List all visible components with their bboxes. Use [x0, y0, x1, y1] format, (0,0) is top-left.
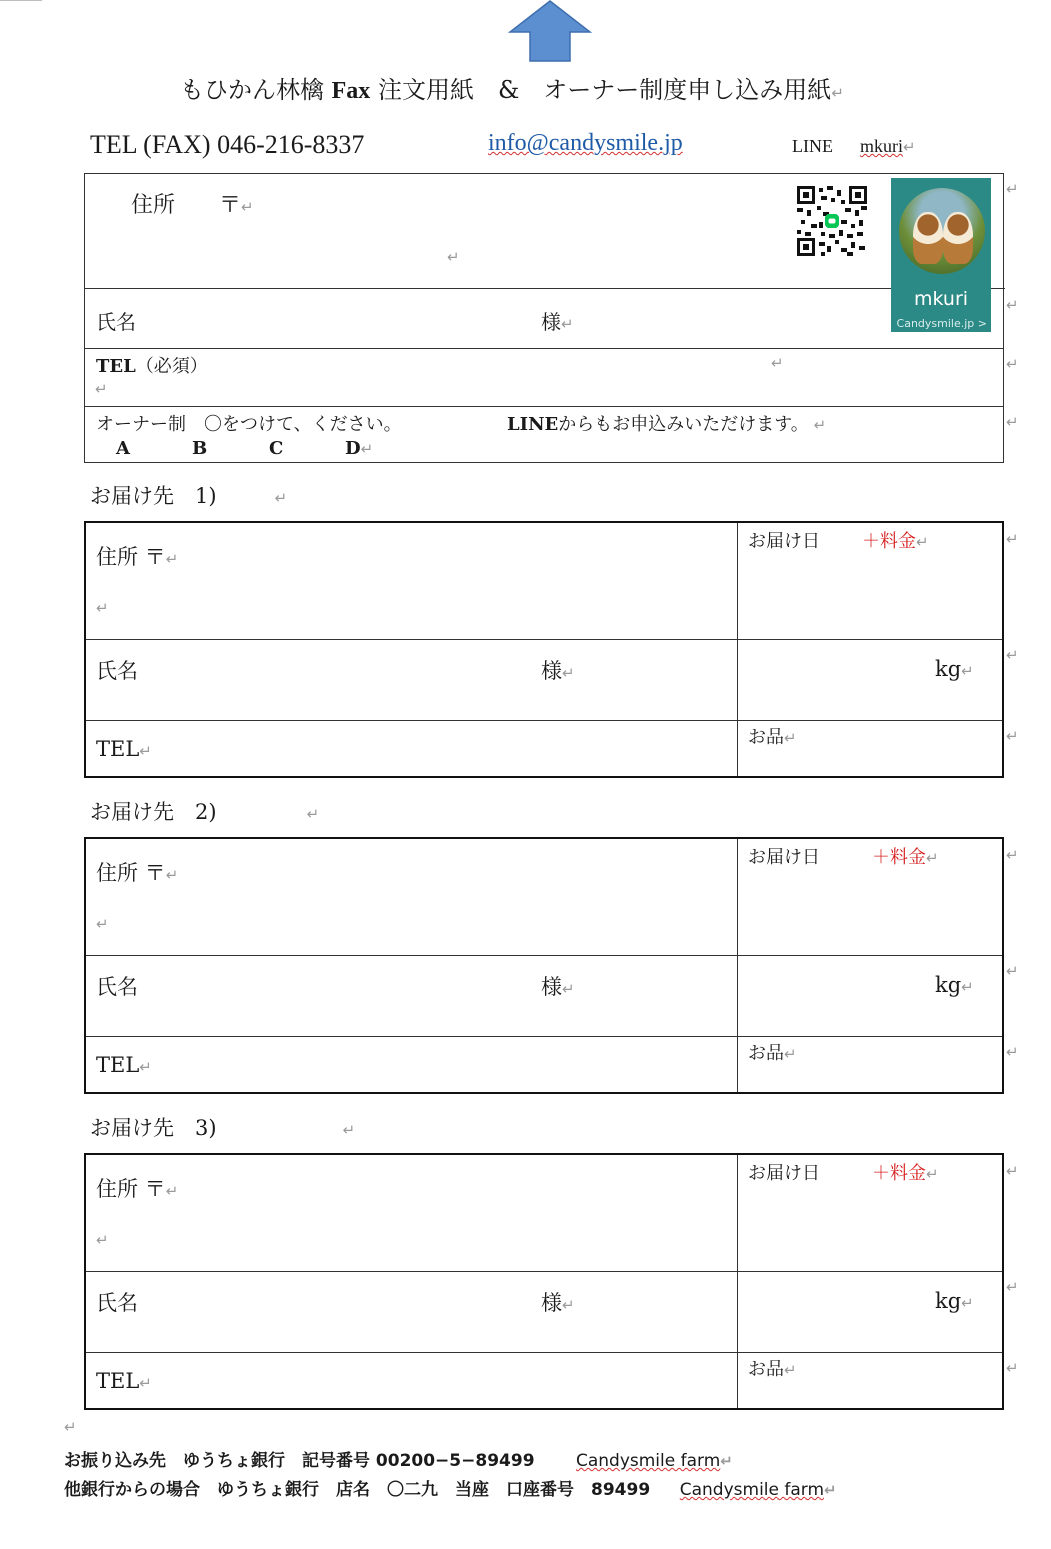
honorific-label: 様↵: [541, 975, 575, 999]
delivery-2-table: 住所 〒↵ ↵ お届け日 ＋料金↵ 氏名 様↵ kg↵ TEL↵ お品↵: [84, 837, 1004, 1094]
honorific-label: 様↵: [541, 1291, 575, 1315]
recipient-name-field[interactable]: 氏名: [96, 1291, 138, 1315]
email-link[interactable]: info@candysmile.jp: [488, 130, 683, 156]
recipient-name-field[interactable]: 氏名: [96, 975, 138, 999]
delivery-3-table: 住所 〒↵ ↵ お届け日 ＋料金↵ 氏名 様↵ kg↵ TEL↵ お品↵: [84, 1153, 1004, 1410]
delivery-1-table: 住所 〒↵ ↵ お届け日 ＋料金↵ 氏名 様↵ kg↵ TEL↵ お品↵: [84, 521, 1004, 778]
line-contact: LINE mkuri↵: [792, 136, 916, 156]
extra-fee-label: ＋料金↵: [862, 531, 929, 552]
line-id: mkuri: [859, 136, 903, 156]
extra-fee-label: ＋料金↵: [872, 1163, 939, 1184]
page-corner-mark: [0, 0, 42, 1]
plan-option-c[interactable]: C: [269, 438, 284, 459]
recipient-name-field[interactable]: 氏名: [96, 659, 138, 683]
address-label: 住所 〒↵: [131, 193, 254, 218]
delivery-3-heading: お届け先 3) ↵: [90, 1116, 356, 1140]
divider: [85, 348, 1003, 349]
recipient-tel-field[interactable]: TEL↵: [96, 1369, 152, 1393]
tel-required-label: TEL（必須）: [96, 356, 208, 377]
plan-option-d[interactable]: D↵: [345, 438, 374, 459]
delivery-address-field[interactable]: 住所 〒↵: [96, 1177, 179, 1201]
profile-avatar: [899, 188, 985, 274]
profile-name: mkuri: [913, 288, 969, 310]
honorific-label: 様↵: [541, 659, 575, 683]
qr-code-icon[interactable]: [797, 186, 867, 256]
weight-field[interactable]: kg↵: [935, 657, 974, 681]
customer-info-box: 住所 〒↵ ↵ mkuri Candysmile.jp > 氏名 様↵ TEL（必須） ↵ ↵ オーナー制 〇をつけて、ください。 LINEからもお申込みいただけます。 ↵ A B C D↵: [84, 173, 1004, 463]
recipient-tel-field[interactable]: TEL↵: [96, 737, 152, 761]
extra-fee-label: ＋料金↵: [872, 847, 939, 868]
item-field[interactable]: お品↵: [748, 1043, 797, 1064]
delivery-address-field[interactable]: 住所 〒↵: [96, 861, 179, 885]
delivery-1-heading: お届け先 1) ↵: [90, 484, 288, 508]
recipient-tel-field[interactable]: TEL↵: [96, 1053, 152, 1077]
paragraph-mark-icon: ↵: [64, 1418, 77, 1436]
line-profile-card[interactable]: [891, 178, 991, 332]
delivery-date-field[interactable]: お届け日: [748, 1163, 820, 1184]
up-arrow-icon: [508, 0, 592, 62]
delivery-address-field[interactable]: 住所 〒↵: [96, 545, 179, 569]
plan-option-a[interactable]: A: [116, 438, 130, 459]
other-bank-info: 他銀行からの場合 ゆうちょ銀行 店名 〇二九 当座 口座番号 89499 Candysmile farm↵: [64, 1480, 837, 1500]
owner-plan-label: オーナー制 〇をつけて、ください。: [96, 414, 402, 435]
bank-transfer-info: お振り込み先 ゆうちょ銀行 記号番号 00200−5−89499 Candysmile farm↵: [64, 1451, 733, 1471]
profile-subtitle: Candysmile.jp >: [896, 317, 987, 330]
item-field[interactable]: お品↵: [748, 727, 797, 748]
delivery-date-field[interactable]: お届け日: [748, 847, 820, 868]
line-signup-note: LINEからもお申込みいただけます。 ↵: [507, 414, 827, 435]
delivery-2-heading: お届け先 2) ↵: [90, 800, 320, 824]
divider: [85, 288, 891, 289]
account-name: Candysmile farm: [679, 1480, 825, 1500]
account-name: Candysmile farm: [575, 1451, 721, 1471]
weight-field[interactable]: kg↵: [935, 973, 974, 997]
contact-tel: TEL (FAX) 046-216-8337: [90, 130, 365, 159]
name-label: 氏名: [96, 310, 136, 334]
honorific-label: 様↵: [541, 310, 574, 334]
divider: [85, 406, 1003, 407]
delivery-date-field[interactable]: お届け日: [748, 531, 820, 552]
weight-field[interactable]: kg↵: [935, 1289, 974, 1313]
page-title: もひかん林檎 Fax 注文用紙 & オーナー制度申し込み用紙↵: [180, 76, 844, 104]
item-field[interactable]: お品↵: [748, 1359, 797, 1380]
plan-option-b[interactable]: B: [192, 438, 208, 459]
